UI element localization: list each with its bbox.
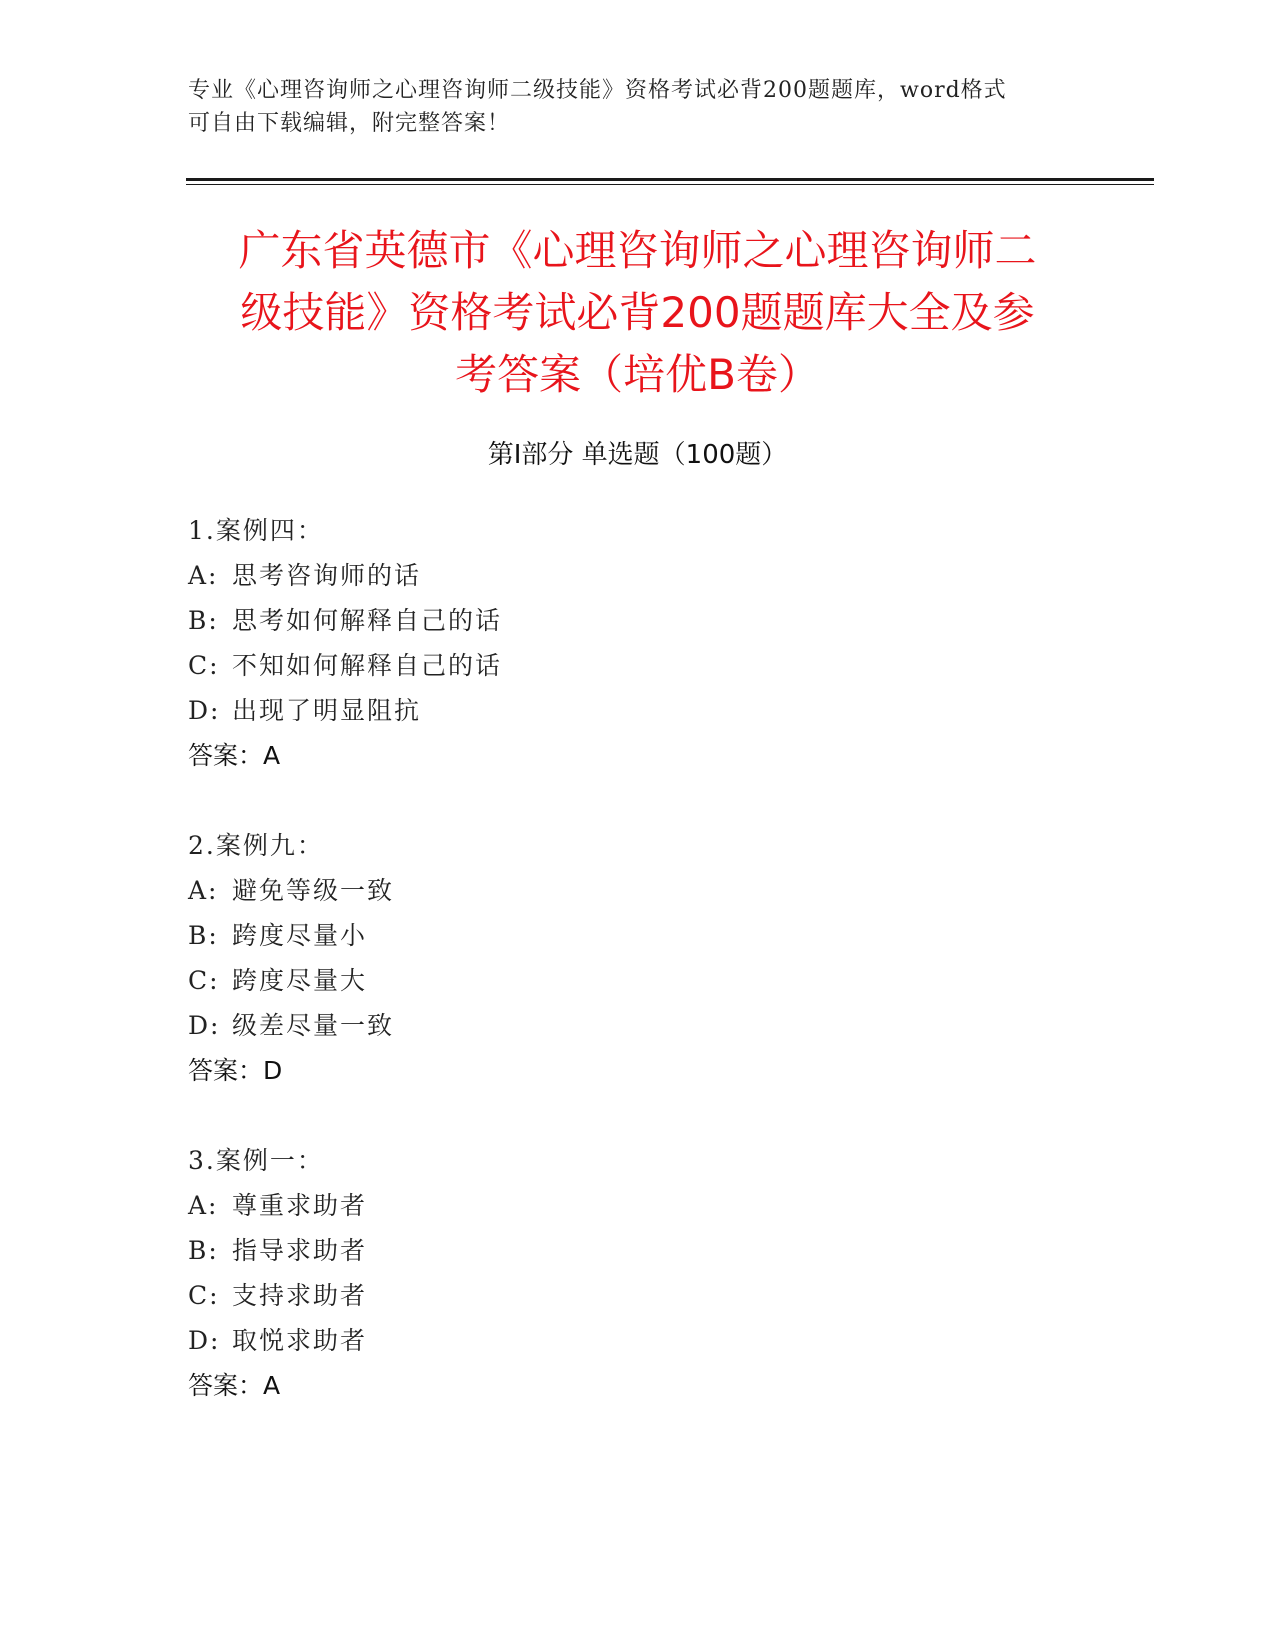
option-c	[188, 643, 888, 688]
option-key: A:	[188, 876, 219, 905]
option-key: A:	[188, 1191, 219, 1220]
option-a	[188, 868, 888, 913]
option-key: C:	[188, 1281, 220, 1310]
document-title-line-2: 级技能》资格考试必背200题题库大全及参	[240, 288, 1035, 337]
option-b	[188, 598, 888, 643]
question-1	[188, 508, 888, 778]
option-text: 跨度尽量大	[232, 966, 368, 995]
option-c	[188, 1273, 888, 1318]
option-key: A:	[188, 561, 219, 590]
header-note	[188, 74, 1068, 140]
option-a	[188, 553, 888, 598]
option-b	[188, 913, 888, 958]
header-note-line-1: 专业《心理咨询师之心理咨询师二级技能》资格考试必背200题题库，word格式	[188, 78, 1007, 103]
option-text: 级差尽量一致	[232, 1011, 395, 1040]
question-stem: 1.案例四：	[188, 516, 324, 545]
answer-line: 答案：A	[188, 741, 281, 770]
option-key: B:	[188, 606, 219, 635]
option-key: B:	[188, 921, 219, 950]
option-d	[188, 1318, 888, 1363]
question-2	[188, 823, 888, 1093]
option-key: B:	[188, 1236, 219, 1265]
answer-line: 答案：A	[188, 1371, 281, 1400]
document-title-line-1: 广东省英德市《心理咨询师之心理咨询师二	[238, 226, 1037, 275]
option-key: D:	[188, 1011, 221, 1040]
option-text: 指导求助者	[232, 1236, 368, 1265]
option-key: D:	[188, 1326, 221, 1355]
header-rule-thick	[186, 178, 1154, 181]
option-key: C:	[188, 651, 220, 680]
option-d	[188, 688, 888, 733]
option-key: C:	[188, 966, 220, 995]
option-text: 取悦求助者	[232, 1326, 368, 1355]
section-heading: 第I部分 单选题（100题）	[487, 440, 788, 470]
question-stem: 2.案例九：	[188, 831, 324, 860]
option-text: 不知如何解释自己的话	[232, 651, 503, 680]
option-text: 出现了明显阻抗	[232, 696, 422, 725]
document-title-line-3: 考答案（培优B卷）	[455, 350, 820, 399]
question-3	[188, 1138, 888, 1408]
document-title	[180, 220, 1095, 406]
option-text: 跨度尽量小	[232, 921, 368, 950]
answer-line: 答案：D	[188, 1056, 283, 1085]
option-text: 思考如何解释自己的话	[232, 606, 503, 635]
option-text: 尊重求助者	[232, 1191, 368, 1220]
header-note-line-2: 可自由下载编辑，附完整答案！	[188, 111, 511, 136]
option-key: D:	[188, 696, 221, 725]
header-rule-thin	[186, 184, 1154, 185]
option-text: 思考咨询师的话	[232, 561, 422, 590]
option-c	[188, 958, 888, 1003]
option-d	[188, 1003, 888, 1048]
option-a	[188, 1183, 888, 1228]
question-stem: 3.案例一：	[188, 1146, 324, 1175]
option-text: 支持求助者	[232, 1281, 368, 1310]
option-text: 避免等级一致	[232, 876, 395, 905]
option-b	[188, 1228, 888, 1273]
